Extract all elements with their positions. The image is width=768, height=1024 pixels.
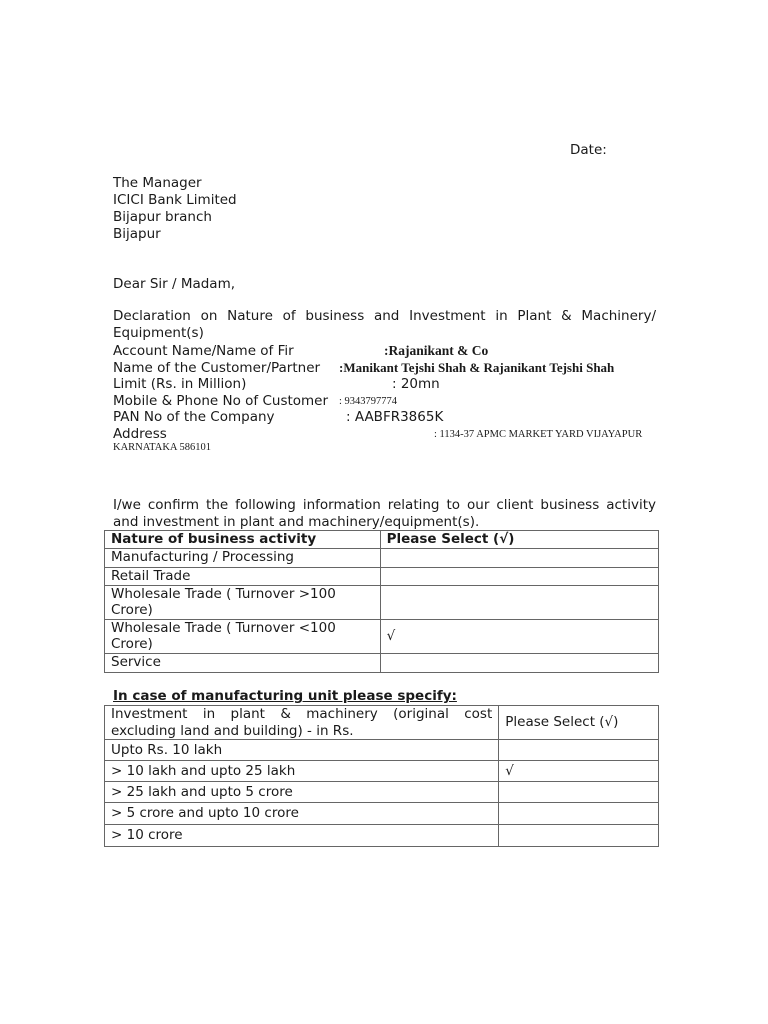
table-header-select: Please Select (√) [499,706,659,740]
addressee-line: Bijapur [113,226,161,242]
table-row [105,585,659,619]
customer-value: :Manikant Tejshi Shah & Rajanikant Tejshi Shah [339,360,615,375]
addressee-line: Bijapur branch [113,209,212,225]
pan-label: PAN No of the Company [113,409,275,425]
limit-label: Limit (Rs. in Million) [113,376,247,392]
table-header-investment: Investment in plant & machinery (original cost excluding land and building) - in Rs. [105,706,499,740]
range-cell: Upto Rs. 10 lakh [105,740,499,761]
select-cell [380,567,658,585]
declaration-line: Declaration on Nature of business and Investment in Plant & Machinery/ [113,308,656,324]
salutation: Dear Sir / Madam, [113,276,236,292]
table-row [105,653,659,672]
range-cell: > 5 crore and upto 10 crore [105,803,499,825]
customer-label: Name of the Customer/Partner [113,360,321,376]
declaration-line: Equipment(s) [113,325,204,341]
select-cell [380,585,658,619]
table-row [105,619,659,653]
select-cell: √ [380,619,658,653]
manufacturing-heading: In case of manufacturing unit please specify: [113,688,457,704]
activity-cell: Manufacturing / Processing [105,548,381,567]
addressee-line: ICICI Bank Limited [113,192,237,208]
pan-value: : AABFR3865K [346,409,444,425]
table-row [105,548,659,567]
activity-cell: Wholesale Trade ( Turnover <100 Crore) [105,619,381,653]
select-cell [499,740,659,761]
business-activity-table [104,530,659,673]
activity-cell: Service [105,653,381,672]
table-row [105,782,659,803]
range-cell: > 10 lakh and upto 25 lakh [105,761,499,782]
address-value-continued: KARNATAKA 586101 [113,442,212,453]
address-label: Address [113,426,167,442]
select-cell: √ [499,761,659,782]
table-row [105,740,659,761]
activity-cell: Retail Trade [105,567,381,585]
table-row [105,761,659,782]
confirm-line: and investment in plant and machinery/equipment(s). [113,514,480,530]
range-cell: > 25 lakh and upto 5 crore [105,782,499,803]
table-row [105,567,659,585]
select-cell [499,803,659,825]
table-header-activity: Nature of business activity [105,531,381,549]
addressee-line: The Manager [113,175,202,191]
activity-cell: Wholesale Trade ( Turnover >100 Crore) [105,585,381,619]
confirm-line: I/we confirm the following information relating to our client business activity [113,497,656,513]
investment-table [104,705,659,847]
select-cell [380,653,658,672]
date-label: Date: [570,142,607,158]
account-name-value: :Rajanikant & Co [384,343,489,358]
account-name-label: Account Name/Name of Fir [113,343,294,359]
table-row [105,825,659,847]
range-cell: > 10 crore [105,825,499,847]
limit-value: : 20mn [392,376,440,392]
select-cell [499,825,659,847]
address-value: : 1134-37 APMC MARKET YARD VIJAYAPUR [434,429,643,440]
mobile-value: : 9343797774 [339,396,398,407]
table-row [105,803,659,825]
select-cell [380,548,658,567]
mobile-label: Mobile & Phone No of Customer [113,393,329,409]
select-cell [499,782,659,803]
table-header-select: Please Select (√) [380,531,658,549]
